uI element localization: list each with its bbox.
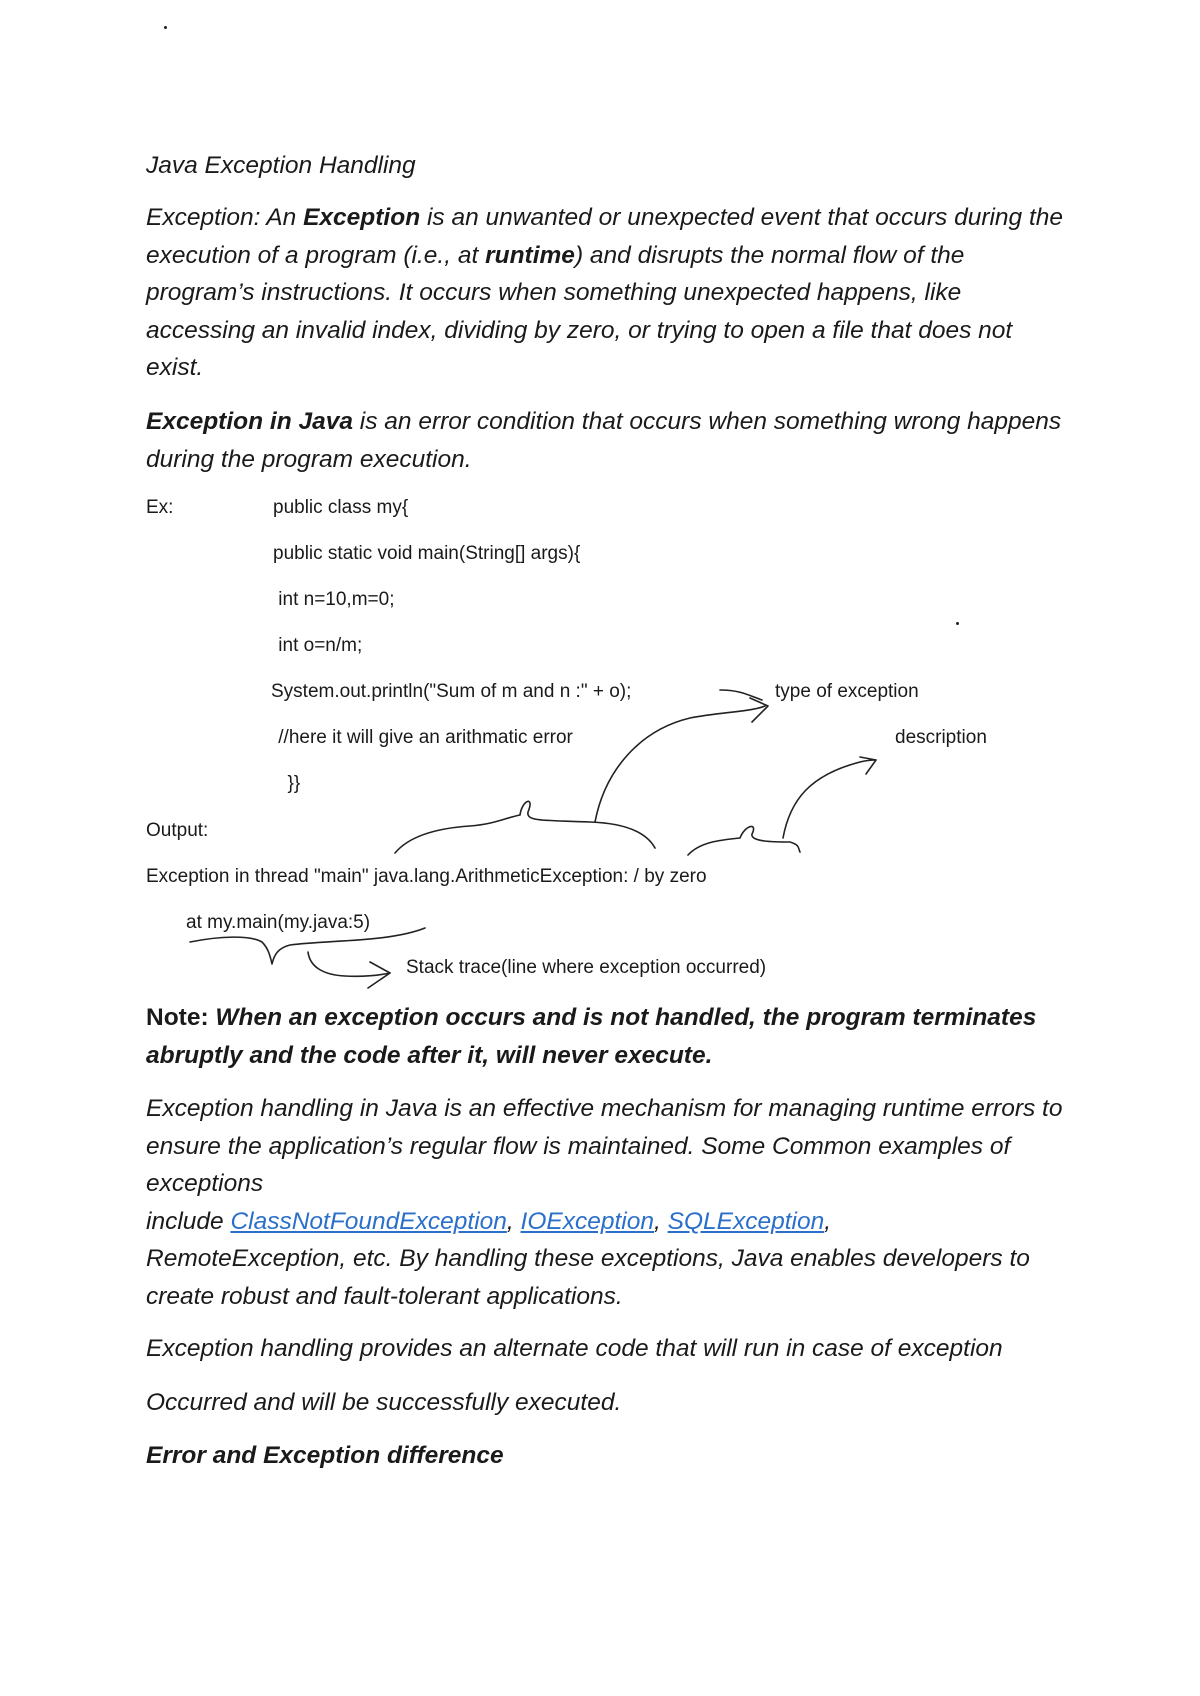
definition-text: is an unwanted or unexpected event that occurs during the execution of a program (i.e., at bbox=[146, 204, 1064, 269]
runtime-term: runtime bbox=[485, 241, 575, 269]
handling-text: Exception handling in Java is an effective mechanism for managing runtime errors to ensure the application’s regular flow is maintained. Some Common examples of exceptions bbox=[146, 1095, 1063, 1197]
output-line: Exception in thread "main" java.lang.ArithmeticException: / by zero bbox=[146, 866, 707, 887]
java-def-term: Exception in Java bbox=[146, 408, 353, 435]
handling-paragraph bbox=[146, 1090, 1076, 1315]
code-line: System.out.println("Sum of m and n :" + o); bbox=[271, 681, 632, 702]
stray-dot bbox=[164, 26, 167, 29]
note-label: Note: bbox=[146, 1004, 216, 1031]
definition-paragraph bbox=[146, 199, 1076, 387]
separator: , bbox=[654, 1207, 668, 1235]
page-title: Java Exception Handling bbox=[146, 152, 416, 179]
link-classnotfoundexception[interactable]: ClassNotFoundException bbox=[230, 1207, 507, 1235]
annotation-type-of-exception: type of exception bbox=[775, 681, 919, 702]
link-ioexception[interactable]: IOException bbox=[520, 1207, 654, 1235]
code-line: }} bbox=[277, 773, 301, 794]
java-definition-paragraph bbox=[146, 403, 1076, 478]
handling-include: include bbox=[146, 1207, 231, 1235]
annotation-description: description bbox=[895, 727, 987, 748]
code-line: //here it will give an arithmatic error bbox=[273, 727, 573, 748]
output-label: Output: bbox=[146, 820, 209, 841]
code-line: public class my{ bbox=[273, 497, 409, 518]
alternate-paragraph-2: Occurred and will be successfully executed. bbox=[146, 1389, 622, 1416]
definition-text-2: ) and disrupts the normal flow of the program’s instructions. It occurs when something unexpected happens, like accessing an invalid index, dividing by zero, or trying to open a file that does not exist. bbox=[146, 241, 1013, 381]
separator: , bbox=[506, 1207, 521, 1235]
difference-heading: Error and Exception difference bbox=[146, 1442, 504, 1469]
definition-term: Exception bbox=[303, 204, 421, 231]
note-paragraph bbox=[146, 999, 1076, 1074]
java-def-text: is an error condition that occurs when something wrong happens during the program execution. bbox=[146, 408, 1062, 473]
stray-dot bbox=[956, 622, 959, 625]
code-line: public static void main(String[] args){ bbox=[273, 543, 581, 564]
code-line: int o=n/m; bbox=[273, 635, 363, 656]
note-text: When an exception occurs and is not handled, the program terminates abruptly and the code after it, will never execute. bbox=[146, 1004, 1037, 1069]
output-stack-line: at my.main(my.java:5) bbox=[186, 912, 371, 933]
alternate-paragraph-1: Exception handling provides an alternate code that will run in case of exception bbox=[146, 1335, 1003, 1362]
code-line: int n=10,m=0; bbox=[273, 589, 395, 610]
definition-lead: Exception: An bbox=[146, 204, 304, 231]
handling-text-2: RemoteException, etc. By handling these exceptions, Java enables developers to create robust and fault-tolerant applications. bbox=[146, 1245, 1030, 1310]
annotation-stack-trace: Stack trace(line where exception occurred) bbox=[406, 957, 767, 978]
link-sqlexception[interactable]: SQLException bbox=[667, 1207, 825, 1235]
separator: , bbox=[824, 1207, 832, 1235]
example-label: Ex: bbox=[146, 497, 174, 518]
